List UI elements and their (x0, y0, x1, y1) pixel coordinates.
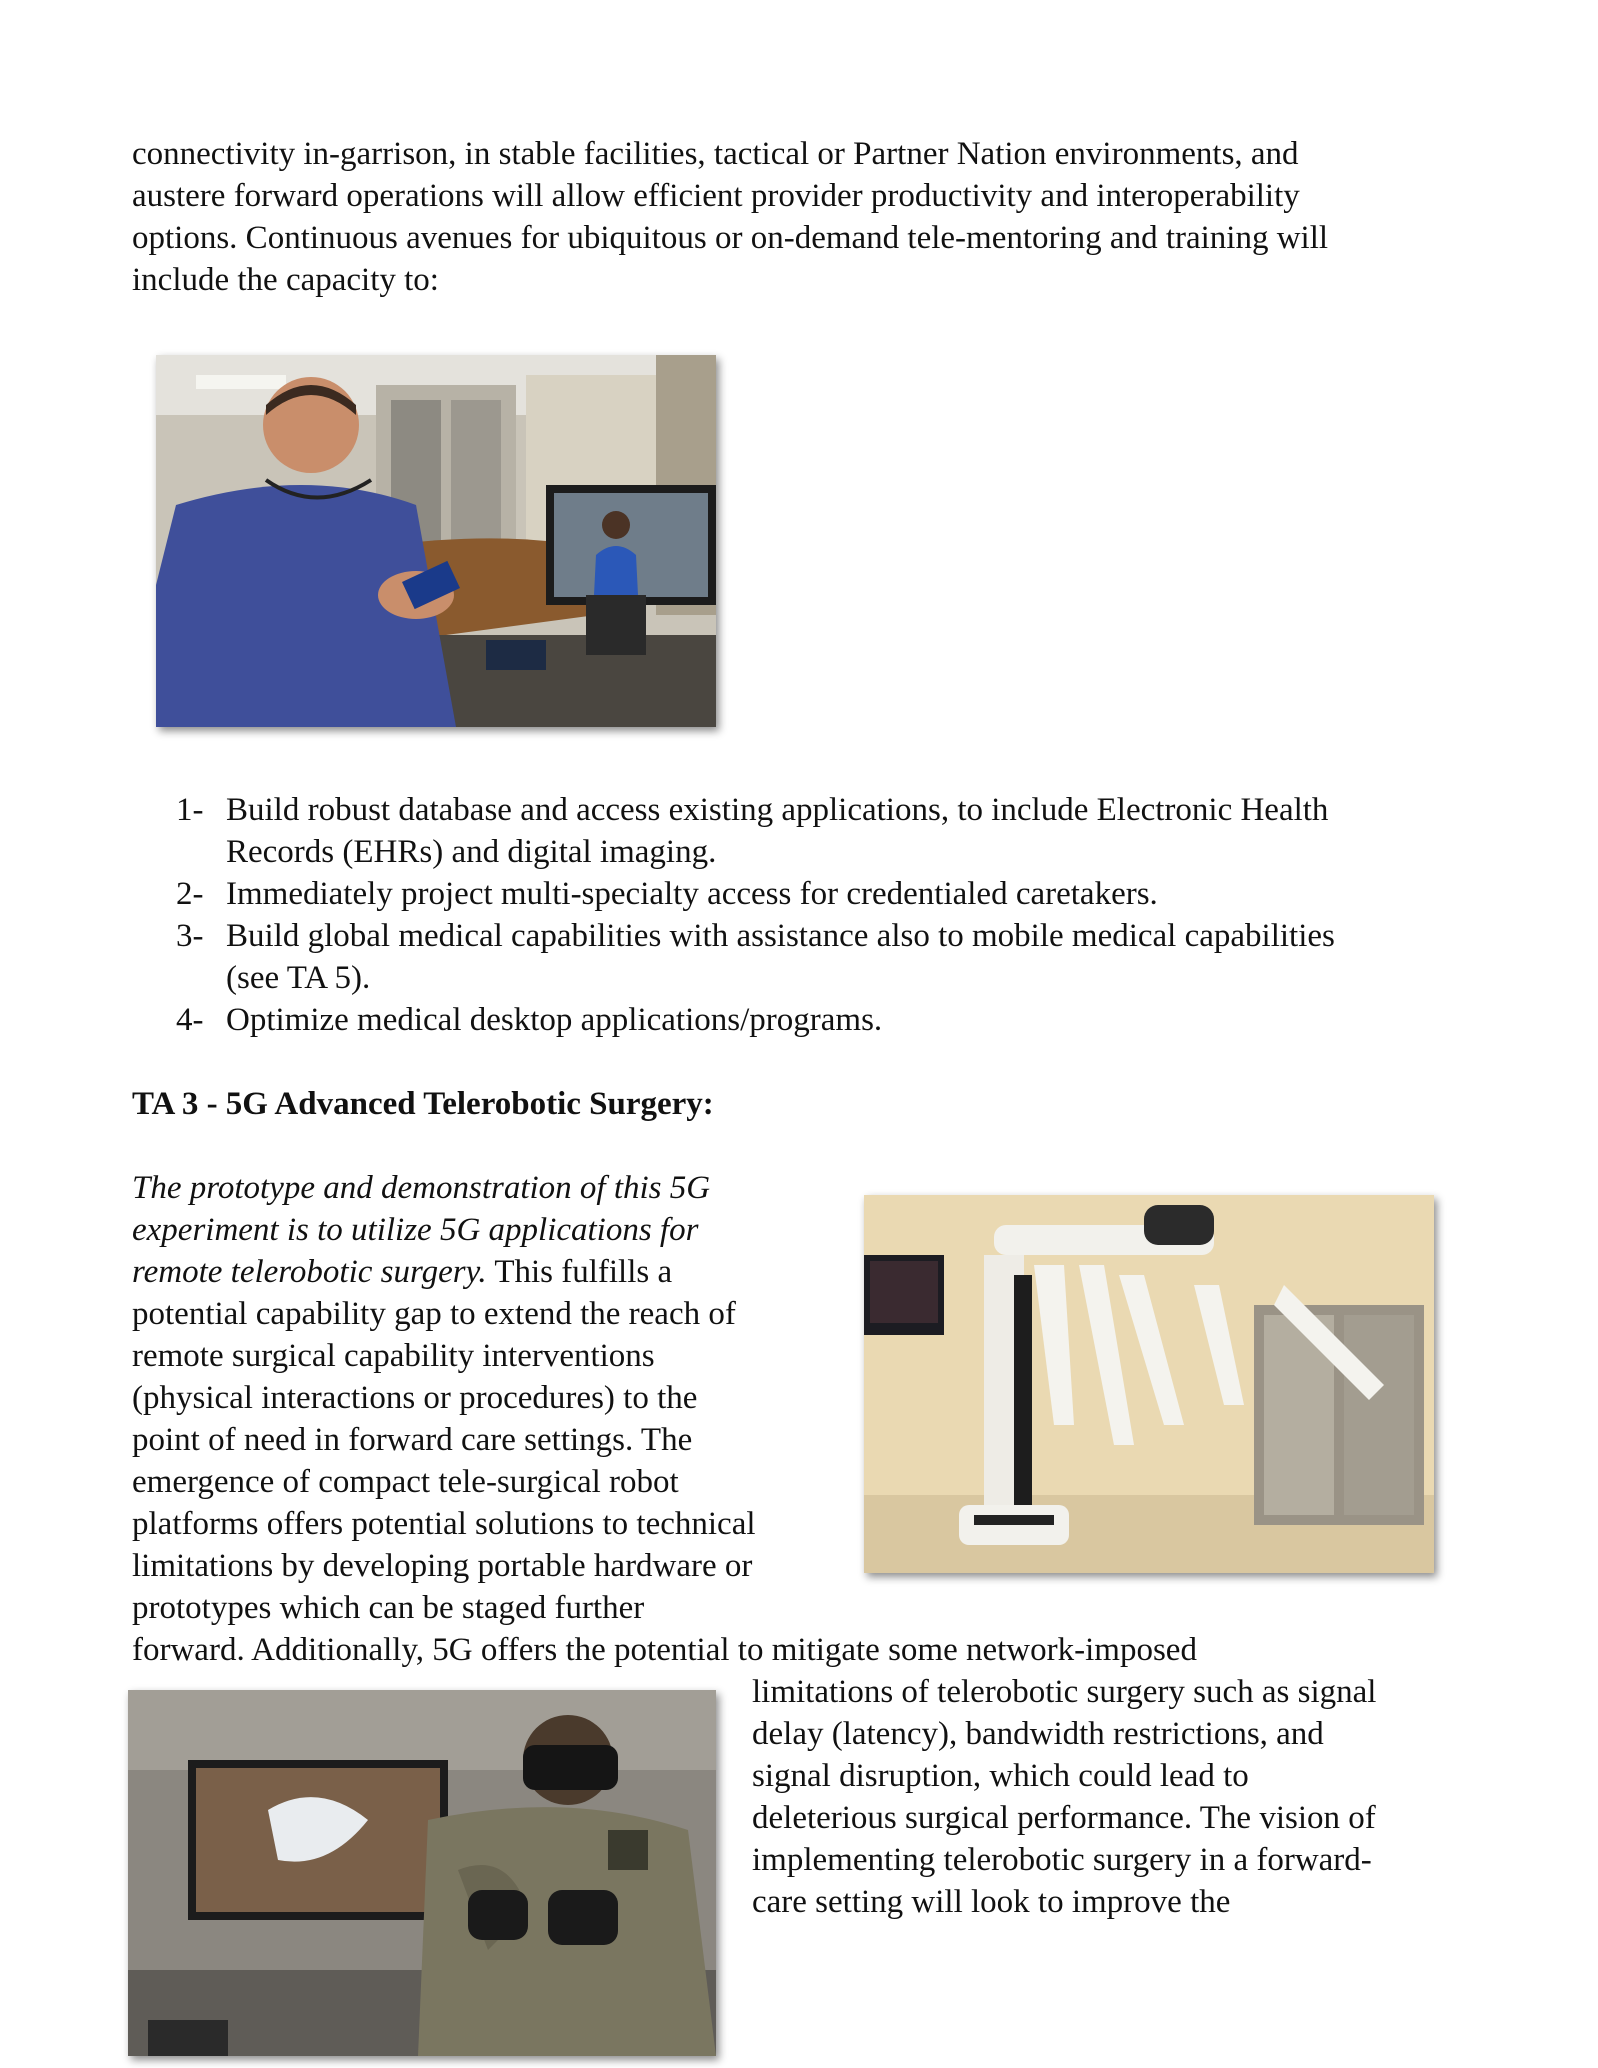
body-line-right: deleterious surgical performance. The vision of (752, 1800, 1376, 1836)
intro-line-4: include the capacity to: (132, 262, 439, 298)
list-item-number: 3- (176, 918, 204, 954)
list-item-number: 4- (176, 1002, 204, 1038)
surgical-robot-photo (864, 1195, 1434, 1573)
body-line-right: delay (latency), bandwidth restrictions, and (752, 1716, 1324, 1752)
list-item-number: 1- (176, 792, 204, 828)
body-line-right: signal disruption, which could lead to (752, 1758, 1249, 1794)
body-line: point of need in forward care settings. The (132, 1422, 693, 1458)
body-line-right: implementing telerobotic surgery in a forward- (752, 1842, 1372, 1878)
body-line: limitations by developing portable hardware or (132, 1548, 753, 1584)
list-item-text: Build robust database and access existing applications, to include Electronic Health Records (EHRs) and digital imaging. (226, 792, 1329, 870)
body-line: (physical interactions or procedures) to the (132, 1380, 698, 1416)
body-line: prototypes which can be staged further (132, 1590, 645, 1626)
mixed-line-3 (132, 1251, 672, 1293)
list-item-text: Build global medical capabilities with assistance also to mobile medical capabilities (see TA 5). (226, 918, 1335, 996)
intro-line-1: connectivity in-garrison, in stable facilities, tactical or Partner Nation environments, and (132, 136, 1299, 172)
intro-line-2: austere forward operations will allow efficient provider productivity and interoperability (132, 178, 1300, 214)
italic-line-3: remote telerobotic surgery. (132, 1254, 487, 1290)
body-line: emergence of compact tele-surgical robot (132, 1464, 679, 1500)
italic-line-1: The prototype and demonstration of this 5G (132, 1170, 711, 1206)
vr-soldier-photo (128, 1690, 716, 2056)
list-item-text: Optimize medical desktop applications/programs. (226, 1002, 883, 1038)
body-line: platforms offers potential solutions to technical (132, 1506, 756, 1542)
body-line: remote surgical capability interventions (132, 1338, 655, 1374)
list-item-number: 2- (176, 876, 204, 912)
body-line-right: limitations of telerobotic surgery such as signal (752, 1674, 1377, 1710)
intro-line-3: options. Continuous avenues for ubiquitous or on-demand tele-mentoring and training will (132, 220, 1329, 256)
section-heading: TA 3 - 5G Advanced Telerobotic Surgery: (132, 1086, 714, 1122)
body-line-right: care setting will look to improve the (752, 1884, 1231, 1920)
body-line: potential capability gap to extend the reach of (132, 1296, 736, 1332)
line-3-rest: This fulfills a (486, 1254, 673, 1290)
body-line-full: forward. Additionally, 5G offers the potential to mitigate some network-imposed (132, 1632, 1197, 1668)
italic-line-2: experiment is to utilize 5G applications for (132, 1212, 699, 1248)
list-item-text: Immediately project multi-specialty access for credentialed caretakers. (226, 876, 1158, 912)
telehealth-provider-photo (156, 355, 716, 727)
